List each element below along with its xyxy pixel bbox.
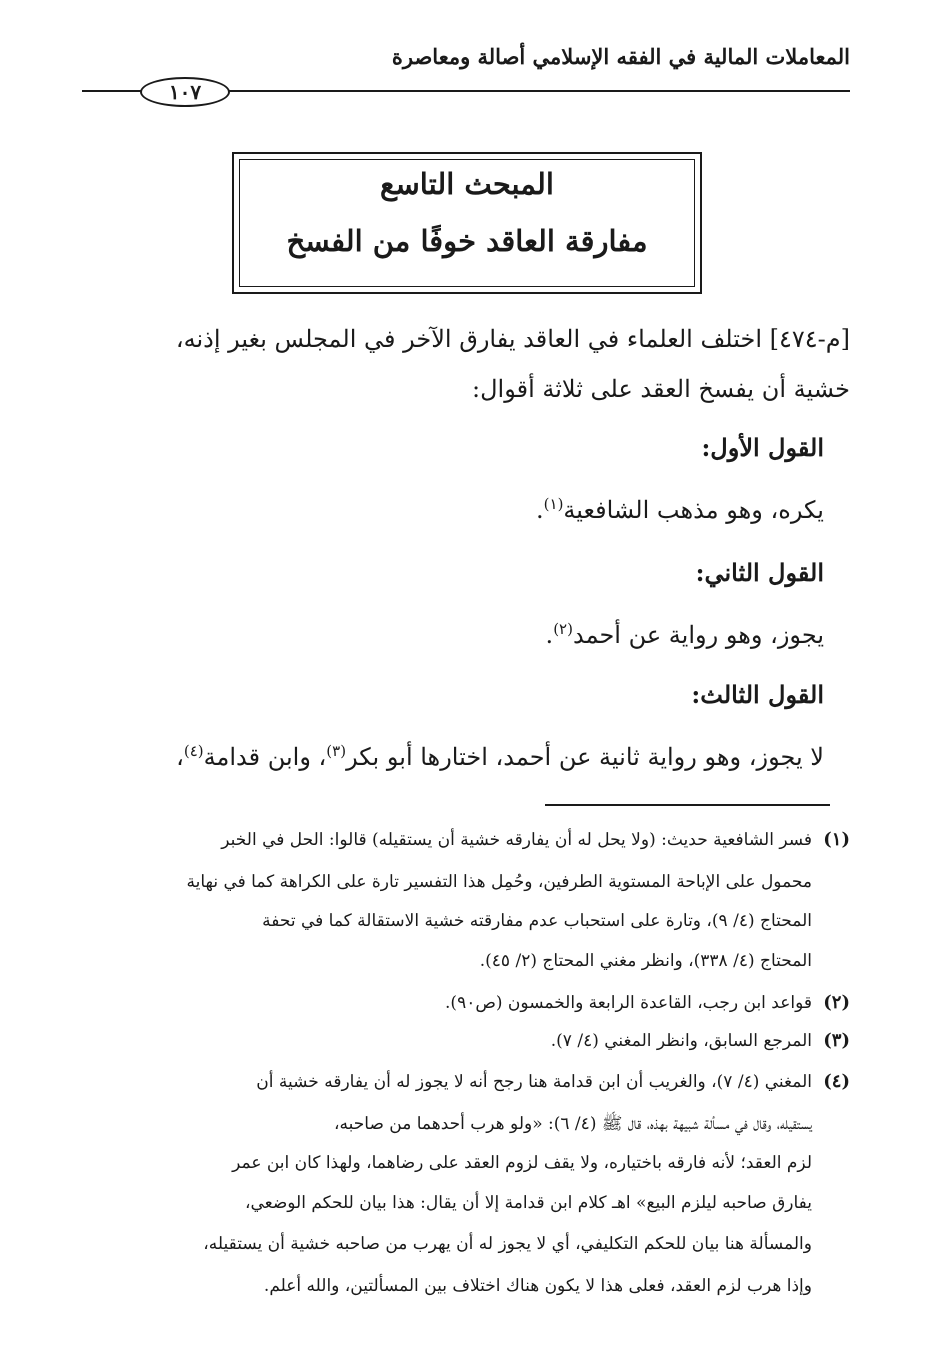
chapter-heading: المبحث التاسع [380, 167, 554, 201]
footnote-line: محمول على الإباحة المستوية الطرفين، وحُمِل هذا التفسير تارة على الكراهة كما في نهاية [186, 872, 812, 892]
footnote-number: (٢) [823, 992, 850, 1013]
opinion-text-2 [84, 620, 824, 649]
footnote-line: يستقيله، وقال في مسألة شبيهة بهذه، قال ﷺ (٤/ ٦): «ولو هرب أحدهما من صاحبه، [334, 1114, 812, 1134]
footnote-number: (٣) [823, 1030, 850, 1051]
footnote-line: المغني (٤/ ٧)، والغريب أن ابن قدامة هنا رجح أنه لا يجوز له أن يفارقه خشية أن [256, 1072, 812, 1092]
footnote-ref: (٢) [553, 620, 573, 638]
opinion-text: ، وابن قدامة [203, 743, 327, 771]
punctuation: . [536, 496, 544, 524]
running-title: المعاملات المالية في الفقه الإسلامي أصالة ومعاصرة [391, 44, 850, 69]
opinion-text-3 [84, 742, 824, 771]
opinion-text: لا يجوز، وهو رواية ثانية عن أحمد، اختارها أبو بكر [346, 743, 824, 771]
footnote-line: المحتاج (٤/ ٩)، وتارة على استحباب عدم مفارقته خشية الاستقالة كما في تحفة [262, 911, 812, 931]
opinion-text: يكره، وهو مذهب الشافعية [563, 496, 824, 524]
footnote-line: وإذا هرب لزم العقد، فعلى هذا لا يكون هناك اختلاف بين المسألتين، والله أعلم. [263, 1276, 812, 1296]
footnote-line: المرجع السابق، وانظر المغني (٤/ ٧). [550, 1031, 812, 1051]
footnote-line: المحتاج (٤/ ٣٣٨)، وانظر مغني المحتاج (٢/ ٤٥). [479, 951, 812, 971]
footnote-line: قواعد ابن رجب، القاعدة الرابعة والخمسون (ص٩٠). [445, 993, 812, 1013]
opinion-text: يجوز، وهو رواية عن أحمد [572, 621, 824, 649]
footnote-number: (٤) [823, 1071, 850, 1092]
footnote-ref: (١) [543, 495, 564, 513]
opinion-text-1 [84, 495, 824, 524]
punctuation: ، [176, 743, 184, 771]
footnote-line: يفارق صاحبه ليلزم البيع» اهـ كلام ابن قدامة إلا أن يقال: هذا بيان للحكم الوضعي، [244, 1193, 812, 1213]
footnote-rule [545, 804, 830, 806]
footnote-number: (١) [823, 829, 850, 850]
opinion-heading-2: القول الثاني: [695, 558, 824, 587]
footnote-ref: (٣) [326, 742, 347, 760]
page-number: ١٠٧ [140, 77, 230, 107]
punctuation: . [545, 621, 554, 649]
opinion-heading-3: القول الثالث: [691, 680, 824, 709]
paragraph-line: خشية أن يفسخ العقد على ثلاثة أقوال: [472, 375, 850, 403]
opinion-heading-1: القول الأول: [701, 433, 824, 462]
paragraph-line: [م-٤٧٤] اختلف العلماء في العاقد يفارق الآخر في المجلس بغير إذنه، [175, 325, 850, 353]
chapter-subheading: مفارقة العاقد خوفًا من الفسخ [286, 224, 648, 258]
footnote-ref: (٤) [183, 742, 204, 760]
footnote-line: والمسألة هنا بيان للحكم التكليفي، أي لا يجوز له أن يهرب من صاحبه خشية أن يستقيله، [203, 1234, 812, 1254]
footnote-line: لزم العقد؛ لأنه فارقه باختياره، ولا يقف لزوم العقد على رضاهما، ولهذا كان ابن عمر [232, 1153, 812, 1173]
footnote-line: فسر الشافعية حديث: (ولا يحل له أن يفارقه خشية أن يستقيله) قالوا: الحل في الخبر [221, 830, 812, 850]
